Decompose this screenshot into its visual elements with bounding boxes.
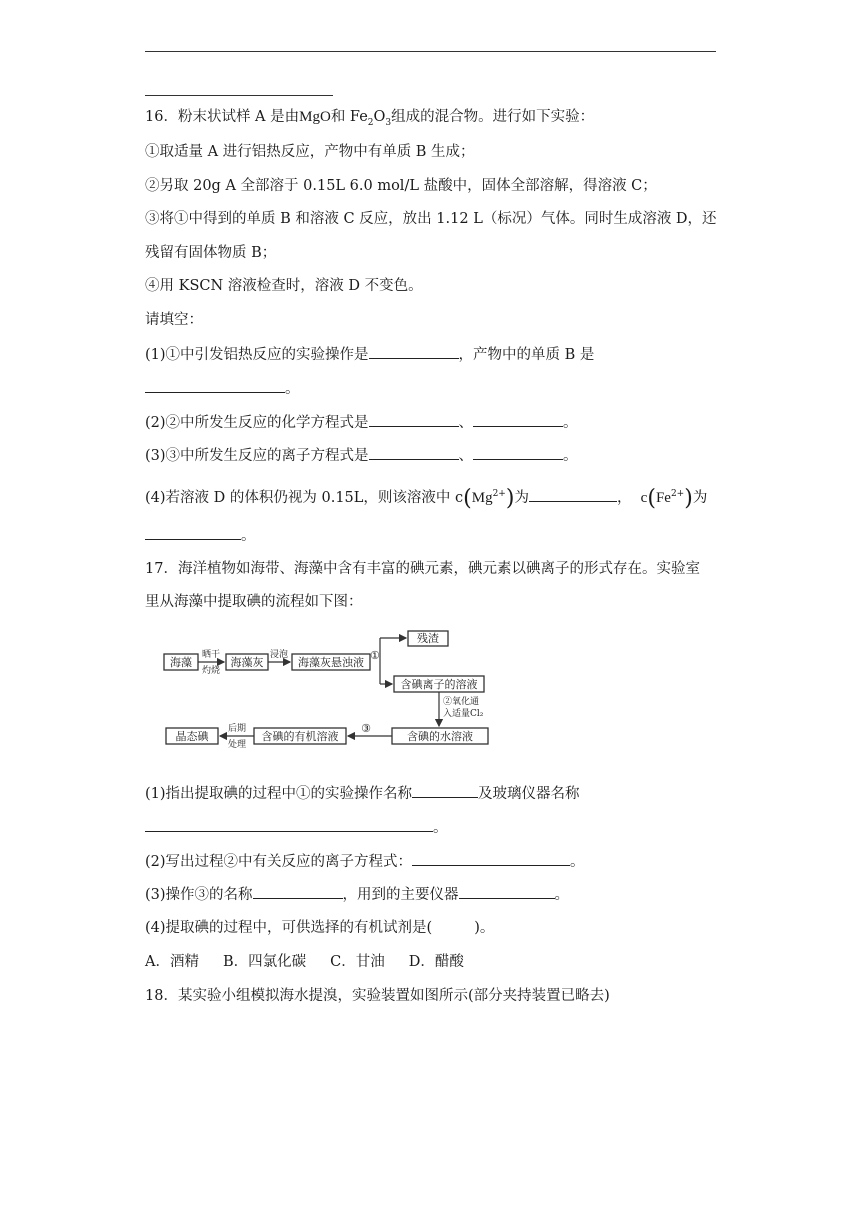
q16-stem: 16．粉末状试样 A 是由MgO和 $Fe_2O_3$组成的混合物。进行如下实验： <box>145 109 595 128</box>
answer-blank[interactable] <box>473 445 563 460</box>
label-seaweed: 海藻 <box>170 656 192 669</box>
answer-blank[interactable] <box>369 445 459 460</box>
q16-step3-line1: ③将①中得到的单质 B 和溶液 C 反应，放出 1.12 L（标况）气体。同时生成溶液 D，还 <box>145 211 717 227</box>
q16-fill-prompt: 请填空： <box>145 312 203 328</box>
q17-options <box>145 952 464 972</box>
q17-part2: (2)写出过程②中有关反应的离子方程式： 。 <box>145 851 585 872</box>
q17-part4: (4)提取碘的过程中，可供选择的有机试剂是( )。 <box>145 920 495 936</box>
header-rule <box>145 51 716 52</box>
label-step3: ③ <box>361 722 371 735</box>
answer-blank[interactable] <box>473 412 563 427</box>
label-suspension: 海藻灰悬浊液 <box>298 656 364 669</box>
label-aqueous: 含碘的水溶液 <box>407 730 473 743</box>
q16-part3: (3)③中所发生反应的离子方程式是 、 。 <box>145 445 578 466</box>
label-soak: 浸泡 <box>269 650 289 660</box>
q16-part1: (1)①中引发铝热反应的实验操作是 ，产物中的单质 B 是 <box>145 344 594 365</box>
q16-step4: ④用 KSCN 溶液检查时，溶液 D 不变色。 <box>145 278 423 294</box>
q16-step1: ①取适量 A 进行铝热反应，产物中有单质 B 生成； <box>145 144 475 160</box>
option-b[interactable]: B．四氯化碳 <box>222 954 307 970</box>
q16-part1-cont: 。 <box>145 378 300 399</box>
option-d[interactable]: D．醋酸 <box>408 954 464 970</box>
answer-blank[interactable] <box>369 344 459 359</box>
q16-part2: (2)②中所发生反应的化学方程式是 、 。 <box>145 412 578 433</box>
answer-blank[interactable] <box>145 525 241 540</box>
option-c[interactable]: C．甘油 <box>330 954 385 970</box>
label-burn: 灼烧 <box>201 666 221 676</box>
label-iodide-solution: 含碘离子的溶液 <box>400 678 478 691</box>
label-crystal: 晶态碘 <box>175 730 209 743</box>
label-oxidize2: 入适量Cl₂ <box>443 709 484 719</box>
answer-blank-previous <box>145 95 333 96</box>
label-step1: ① <box>370 649 380 662</box>
q17-stem-line2: 里从海藻中提取碘的流程如下图： <box>145 594 363 610</box>
q16-part4-cont: 。 <box>145 525 256 546</box>
label-organic: 含碘的有机溶液 <box>261 730 339 743</box>
answer-blank[interactable] <box>145 378 285 393</box>
label-ash: 海藻灰 <box>230 656 264 669</box>
q17-part3: (3)操作③的名称 ，用到的主要仪器 。 <box>145 884 569 905</box>
option-a[interactable]: A．酒精 <box>145 954 199 970</box>
q17-part1-cont: 。 <box>145 817 448 838</box>
label-dry: 晒干 <box>201 650 221 660</box>
q16-part4: (4)若溶液 D 的体积仍视为 0.15L，则该溶液中 $c(Mg^{2+})$为 ， $c(Fe^{2+})$为 <box>145 485 708 511</box>
q18-stem: 18．某实验小组模拟海水提溴，实验装置如图所示(部分夹持装置已略去) <box>145 988 610 1004</box>
q17-stem-line1: 17．海洋植物如海带、海藻中含有丰富的碘元素，碘元素以碘离子的形式存在。实验室 <box>145 561 700 577</box>
answer-blank[interactable] <box>529 487 617 502</box>
label-oxidize1: ②氧化通 <box>443 697 480 707</box>
q17-part1: (1)指出提取碘的过程中①的实验操作名称 及玻璃仪器名称 <box>145 783 580 804</box>
answer-blank[interactable] <box>412 851 570 866</box>
iodine-extraction-flowchart <box>160 628 500 752</box>
answer-blank[interactable] <box>253 884 343 899</box>
answer-blank[interactable] <box>412 783 478 798</box>
answer-blank[interactable] <box>369 412 459 427</box>
answer-blank[interactable] <box>459 884 555 899</box>
label-later2: 处理 <box>227 740 247 750</box>
label-residue: 残渣 <box>417 632 439 645</box>
flowchart-svg <box>160 628 500 752</box>
q16-step3-line2: 残留有固体物质 B； <box>145 245 277 261</box>
label-later1: 后期 <box>227 724 247 734</box>
q16-step2: ②另取 20g A 全部溶于 0.15L 6.0 mol/L 盐酸中，固体全部溶解，得溶液 C； <box>145 178 657 194</box>
answer-blank[interactable] <box>145 817 433 832</box>
